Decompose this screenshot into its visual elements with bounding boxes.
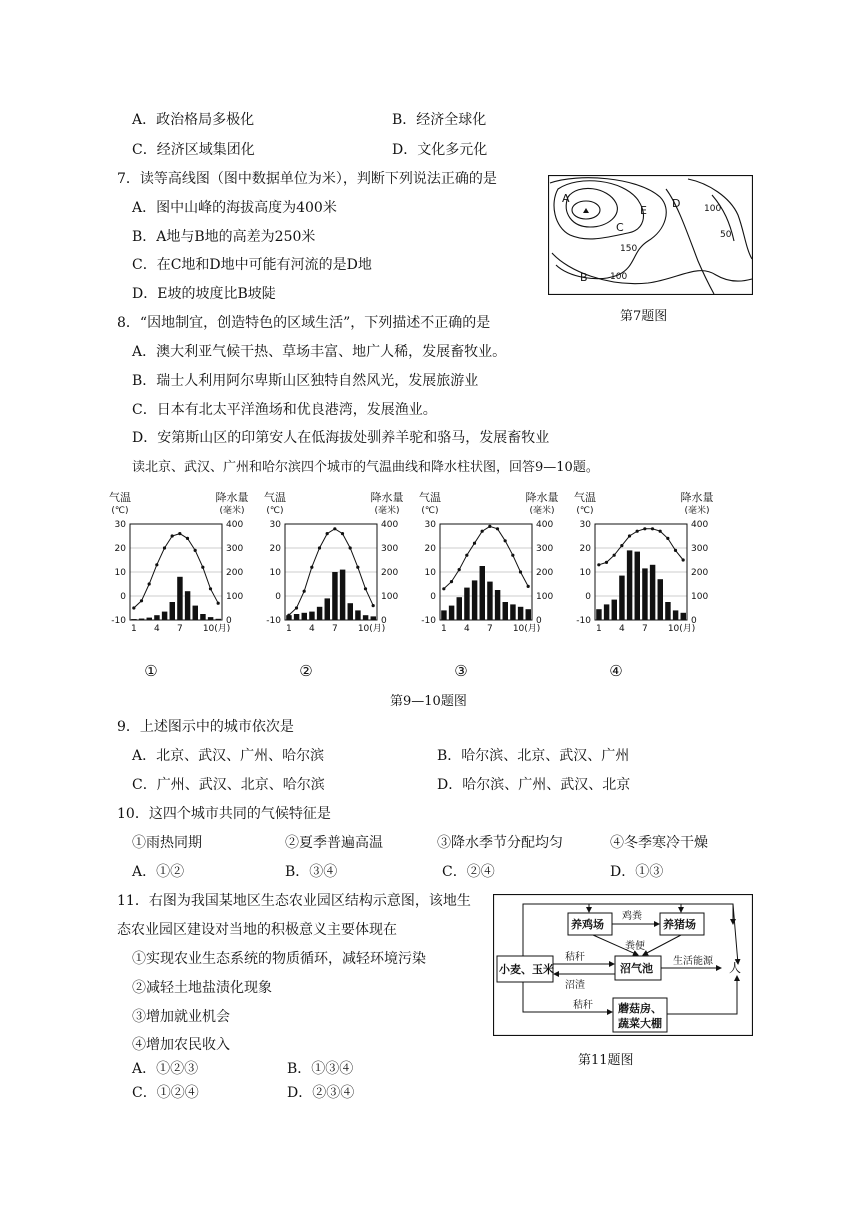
temp-point xyxy=(643,527,646,530)
precip-bar xyxy=(185,591,190,620)
temp-point xyxy=(450,580,453,583)
month-tick-label: 7 xyxy=(486,624,493,634)
q7-option-a: A．图中山峰的海拔高度为400米 xyxy=(132,200,337,216)
person-label: 人 xyxy=(729,961,742,975)
map-label-b: B xyxy=(580,271,588,284)
precip-axis-title: 降水量 xyxy=(525,491,559,504)
eco-agriculture-diagram xyxy=(493,894,753,1036)
temp-point xyxy=(597,563,600,566)
temp-tick-label: 10 xyxy=(269,568,281,578)
precip-bar xyxy=(650,565,655,620)
temp-point xyxy=(303,590,306,593)
precip-bar xyxy=(131,619,136,620)
q10-item-3: ③降水季节分配均匀 xyxy=(437,835,563,851)
temp-point xyxy=(488,525,491,528)
month-tick-label: 4 xyxy=(463,624,470,634)
q9-10-intro: 读北京、武汉、广州和哈尔滨四个城市的气温曲线和降水柱状图，回答9—10题。 xyxy=(132,460,599,475)
temp-point xyxy=(333,527,336,530)
chart-number-label: ③ xyxy=(454,662,468,680)
q9-option-b: B．哈尔滨、北京、武汉、广州 xyxy=(437,748,630,764)
temp-point xyxy=(295,606,298,609)
mushroom-label-2: 蔬菜大棚 xyxy=(618,1017,662,1030)
q11-option-a: A．①②③ xyxy=(132,1061,199,1077)
q6-option-d: D．文化多元化 xyxy=(392,142,488,158)
precip-axis-title: 降水量 xyxy=(680,491,714,504)
temp-axis-unit: (℃) xyxy=(421,506,439,516)
temp-tick-label: 30 xyxy=(424,520,436,530)
temp-point xyxy=(666,537,669,540)
temp-tick-label: 20 xyxy=(114,544,126,554)
temp-axis-title: 气温 xyxy=(264,491,286,504)
temp-tick-label: 10 xyxy=(114,568,126,578)
temp-point xyxy=(163,546,166,549)
temp-point xyxy=(620,544,623,547)
q9-option-c: C．广州、武汉、北京、哈尔滨 xyxy=(132,777,325,793)
precip-bar xyxy=(510,604,515,620)
residue-label: 沼渣 xyxy=(565,980,585,991)
temp-point xyxy=(458,568,461,571)
precip-axis-title: 降水量 xyxy=(370,491,404,504)
precip-bar xyxy=(200,614,205,620)
precip-bar xyxy=(449,606,454,620)
precip-tick-label: 300 xyxy=(536,544,554,554)
temp-point xyxy=(519,570,522,573)
contour-map xyxy=(548,175,753,295)
q7-option-c: C．在C地和D地中可能有河流的是D地 xyxy=(132,257,372,273)
month-tick-label: 7 xyxy=(331,624,338,634)
q7-option-b: B．A地与B地的高差为250米 xyxy=(132,229,316,245)
precip-bar xyxy=(355,610,360,620)
temp-point xyxy=(674,549,677,552)
precip-bar xyxy=(518,607,523,620)
q7-option-d: D．E坡的坡度比B坡陡 xyxy=(132,286,276,302)
q10-option-a: A．①② xyxy=(132,864,185,880)
precip-axis-unit: (毫米) xyxy=(684,506,710,516)
pig-farm-label: 养猪场 xyxy=(663,918,696,931)
precip-bar xyxy=(673,610,678,620)
biogas-label: 沼气池 xyxy=(620,962,653,975)
q8-option-a: A．澳大利亚气候干热、草场丰富、地广人稀，发展畜牧业。 xyxy=(132,344,507,360)
precip-tick-label: 0 xyxy=(226,616,232,626)
precip-tick-label: 400 xyxy=(691,520,709,530)
precip-bar xyxy=(658,579,663,620)
precip-tick-label: 0 xyxy=(691,616,697,626)
precip-bar xyxy=(154,615,159,620)
temp-point xyxy=(155,563,158,566)
month-tick-label: 7 xyxy=(176,624,183,634)
temp-tick-label: 0 xyxy=(275,592,281,602)
precip-bar xyxy=(642,568,647,620)
q11-stem-line1: 11．右图为我国某地区生态农业园区结构示意图，该地生 xyxy=(117,893,471,909)
temp-tick-label: 20 xyxy=(424,544,436,554)
month-tick-label: 10(月) xyxy=(357,624,386,634)
mushroom-label-1: 蘑菇房、 xyxy=(618,1002,662,1015)
q10-option-b: B．③④ xyxy=(285,864,338,880)
temp-point xyxy=(318,546,321,549)
precip-bar xyxy=(596,609,601,620)
temp-axis-unit: (℃) xyxy=(111,506,129,516)
q6-option-b: B．经济全球化 xyxy=(392,112,487,128)
precip-tick-label: 300 xyxy=(381,544,399,554)
month-tick-label: 4 xyxy=(308,624,315,634)
month-tick-label: 7 xyxy=(641,624,648,634)
temp-axis-title: 气温 xyxy=(419,491,441,504)
precip-bar xyxy=(177,577,182,620)
precip-bar xyxy=(612,600,617,620)
precip-tick-label: 400 xyxy=(226,520,244,530)
q11-option-c: C．①②④ xyxy=(132,1085,199,1101)
precip-bar xyxy=(627,550,632,620)
month-tick-label: 1 xyxy=(130,624,137,634)
precip-tick-label: 100 xyxy=(691,592,709,602)
temp-tick-label: -10 xyxy=(421,616,436,626)
month-tick-label: 1 xyxy=(285,624,292,634)
temp-point xyxy=(613,554,616,557)
contour-label-100-east: 100 xyxy=(704,204,722,214)
q8-stem: 8．“因地制宜，创造特色的区域生活”，下列描述不正确的是 xyxy=(117,315,491,331)
temp-tick-label: -10 xyxy=(576,616,591,626)
temp-point xyxy=(201,566,204,569)
temp-axis-unit: (℃) xyxy=(266,506,284,516)
temp-tick-label: 20 xyxy=(579,544,591,554)
temp-tick-label: 0 xyxy=(585,592,591,602)
temp-point xyxy=(186,537,189,540)
month-tick-label: 4 xyxy=(618,624,625,634)
q9-option-d: D．哈尔滨、广州、武汉、北京 xyxy=(437,777,631,793)
precip-bar xyxy=(216,619,221,620)
precip-bar xyxy=(472,580,477,620)
precip-tick-label: 200 xyxy=(536,568,554,578)
precip-bar xyxy=(495,590,500,620)
straw-label-1: 秸秆 xyxy=(565,952,585,963)
q11-figure-caption: 第11题图 xyxy=(578,1053,634,1068)
precip-tick-label: 200 xyxy=(691,568,709,578)
precip-tick-label: 100 xyxy=(226,592,244,602)
q11-option-b: B．①③④ xyxy=(287,1061,354,1077)
map-label-e: E xyxy=(640,204,647,217)
temp-tick-label: 10 xyxy=(424,568,436,578)
temp-point xyxy=(194,549,197,552)
temp-line xyxy=(599,529,683,565)
precip-tick-label: 300 xyxy=(226,544,244,554)
temp-axis-title: 气温 xyxy=(574,491,596,504)
precip-tick-label: 400 xyxy=(536,520,554,530)
q11-stem-line2: 态农业园区建设对当地的积极意义主要体现在 xyxy=(117,922,397,938)
precip-bar xyxy=(503,602,508,620)
temp-tick-label: 0 xyxy=(120,592,126,602)
precip-bar xyxy=(162,612,167,620)
manure-label: 鸡粪 xyxy=(622,911,642,922)
precip-bar xyxy=(665,602,670,620)
precip-axis-unit: (毫米) xyxy=(219,506,245,516)
q10-option-d: D．①③ xyxy=(610,864,664,880)
precip-bar xyxy=(147,618,152,620)
precip-bar xyxy=(681,613,686,620)
q9-option-a: A．北京、武汉、广州、哈尔滨 xyxy=(132,748,325,764)
temp-point xyxy=(659,530,662,533)
q8-option-c: C．日本有北太平洋渔场和优良港湾，发展渔业。 xyxy=(132,402,437,418)
precip-axis-title: 降水量 xyxy=(215,491,249,504)
precip-bar xyxy=(170,602,175,620)
temp-point xyxy=(287,614,290,617)
precip-bar xyxy=(371,616,376,620)
temp-point xyxy=(209,587,212,590)
q11-item-4: ④增加农民收入 xyxy=(132,1037,230,1053)
temp-line xyxy=(444,526,528,588)
chart-number-label: ② xyxy=(299,662,313,680)
precip-bar xyxy=(193,606,198,620)
q7-figure-caption: 第7题图 xyxy=(620,309,668,324)
q8-option-b: B．瑞士人利用阿尔卑斯山区独特自然风光，发展旅游业 xyxy=(132,373,479,389)
precip-bar xyxy=(526,609,531,620)
precip-tick-label: 200 xyxy=(381,568,399,578)
temp-point xyxy=(605,561,608,564)
q10-item-2: ②夏季普遍高温 xyxy=(285,835,383,851)
temp-point xyxy=(473,542,476,545)
chart-number-label: ④ xyxy=(609,662,623,680)
precip-tick-label: 300 xyxy=(691,544,709,554)
straw-label-2: 秸秆 xyxy=(573,1000,593,1011)
q11-option-d: D．②③④ xyxy=(287,1085,355,1101)
temp-tick-label: -10 xyxy=(111,616,126,626)
temp-point xyxy=(465,554,468,557)
precip-tick-label: 0 xyxy=(381,616,387,626)
temp-point xyxy=(171,534,174,537)
precip-bar xyxy=(317,607,322,620)
temp-line xyxy=(134,534,218,608)
precip-tick-label: 100 xyxy=(381,592,399,602)
temp-point xyxy=(148,582,151,585)
precip-bar xyxy=(487,582,492,620)
precip-axis-unit: (毫米) xyxy=(374,506,400,516)
month-tick-label: 1 xyxy=(595,624,602,634)
month-tick-label: 1 xyxy=(440,624,447,634)
energy-label: 生活能源 xyxy=(673,956,713,967)
q10-stem: 10．这四个城市共同的气候特征是 xyxy=(117,806,331,822)
q9-10-figure-caption: 第9—10题图 xyxy=(390,694,467,709)
temp-point xyxy=(372,604,375,607)
temp-point xyxy=(651,527,654,530)
precip-bar xyxy=(604,604,609,620)
q6-option-a: A．政治格局多极化 xyxy=(132,112,255,128)
eco-agriculture-svg xyxy=(493,894,753,1036)
contour-label-100: 100 xyxy=(610,272,628,282)
temp-point xyxy=(326,532,329,535)
precip-tick-label: 200 xyxy=(226,568,244,578)
temp-axis-unit: (℃) xyxy=(576,506,594,516)
temp-point xyxy=(310,566,313,569)
temp-point xyxy=(682,558,685,561)
precip-bar xyxy=(457,597,462,620)
temp-point xyxy=(178,532,181,535)
precip-bar xyxy=(619,576,624,620)
temp-point xyxy=(511,554,514,557)
climate-charts xyxy=(100,488,860,688)
q9-stem: 9．上述图示中的城市依次是 xyxy=(117,719,294,735)
temp-point xyxy=(364,587,367,590)
temp-point xyxy=(356,566,359,569)
q6-option-c: C．经济区域集团化 xyxy=(132,142,255,158)
temp-point xyxy=(349,546,352,549)
q7-stem: 7．读等高线图（图中数据单位为米），判断下列说法正确的是 xyxy=(117,171,497,187)
precip-bar xyxy=(480,566,485,620)
precip-bar xyxy=(441,610,446,620)
precip-bar xyxy=(208,617,213,620)
q8-option-d: D．安第斯山区的印第安人在低海拔处驯养羊驼和骆马，发展畜牧业 xyxy=(132,430,550,446)
temp-point xyxy=(636,530,639,533)
contour-label-50: 50 xyxy=(720,230,732,240)
precip-tick-label: 100 xyxy=(536,592,554,602)
temp-point xyxy=(442,587,445,590)
month-tick-label: 10(月) xyxy=(202,624,231,634)
feces-label: 粪便 xyxy=(625,941,645,952)
precip-bar xyxy=(348,603,353,620)
precip-bar xyxy=(325,598,330,620)
precip-bar xyxy=(363,615,368,620)
temp-point xyxy=(481,530,484,533)
temp-tick-label: 30 xyxy=(579,520,591,530)
temp-point xyxy=(341,532,344,535)
temp-tick-label: 20 xyxy=(269,544,281,554)
contour-label-150: 150 xyxy=(620,244,638,254)
temp-tick-label: 30 xyxy=(269,520,281,530)
temp-point xyxy=(527,585,530,588)
temp-point xyxy=(140,599,143,602)
temp-tick-label: 10 xyxy=(579,568,591,578)
chart-number-label: ① xyxy=(144,662,158,680)
q10-item-1: ①雨热同期 xyxy=(132,835,202,851)
map-label-a: A xyxy=(562,192,570,205)
temp-point xyxy=(628,534,631,537)
map-label-c: C xyxy=(616,221,624,234)
precip-bar xyxy=(139,619,144,620)
q10-option-c: C．②④ xyxy=(442,864,495,880)
temp-point xyxy=(217,602,220,605)
precip-bar xyxy=(340,570,345,620)
temp-tick-label: 30 xyxy=(114,520,126,530)
temp-point xyxy=(504,539,507,542)
q11-item-1: ①实现农业生态系统的物质循环，减轻环境污染 xyxy=(132,951,426,967)
precip-bar xyxy=(635,552,640,620)
temp-point xyxy=(496,527,499,530)
temp-axis-title: 气温 xyxy=(109,491,131,504)
precip-axis-unit: (毫米) xyxy=(529,506,555,516)
month-tick-label: 4 xyxy=(153,624,160,634)
precip-tick-label: 0 xyxy=(536,616,542,626)
precip-bar xyxy=(464,588,469,620)
map-label-d: D xyxy=(672,197,681,210)
month-tick-label: 10(月) xyxy=(667,624,696,634)
precip-bar xyxy=(332,572,337,620)
q10-item-4: ④冬季寒冷干燥 xyxy=(610,835,708,851)
month-tick-label: 10(月) xyxy=(512,624,541,634)
temp-tick-label: -10 xyxy=(266,616,281,626)
contour-map-figure xyxy=(548,175,753,295)
temp-tick-label: 0 xyxy=(430,592,436,602)
temp-point xyxy=(132,606,135,609)
precip-tick-label: 400 xyxy=(381,520,399,530)
precip-bar xyxy=(302,613,307,620)
q11-item-2: ②减轻土地盐渍化现象 xyxy=(132,980,272,996)
precip-bar xyxy=(309,612,314,620)
precip-bar xyxy=(294,614,299,620)
chicken-farm-label: 养鸡场 xyxy=(571,918,604,931)
q11-item-3: ③增加就业机会 xyxy=(132,1009,230,1025)
crops-label: 小麦、玉米 xyxy=(499,963,554,976)
